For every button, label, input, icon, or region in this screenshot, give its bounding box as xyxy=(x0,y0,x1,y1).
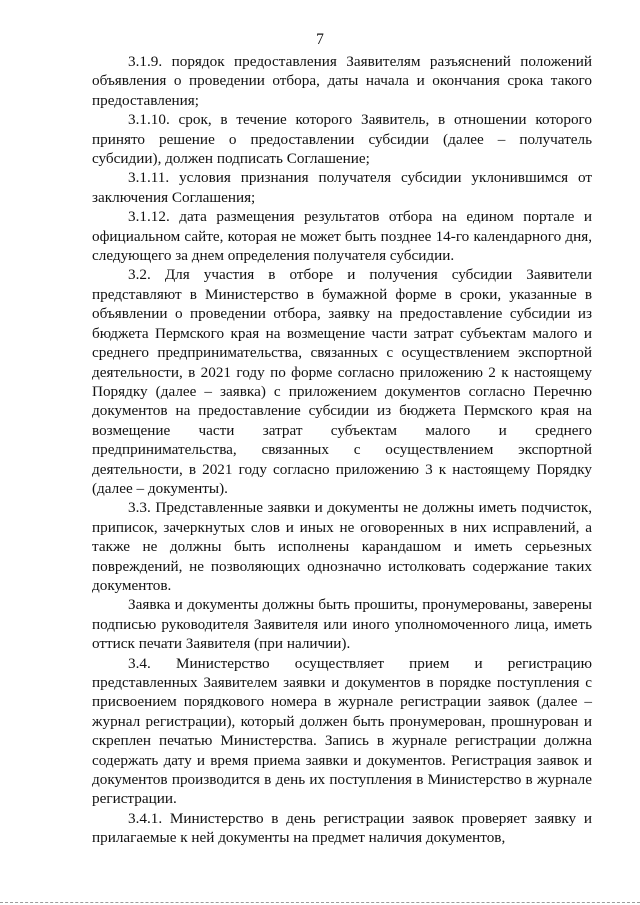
paragraph-3-1-12: 3.1.12. дата размещения результатов отбора на едином портале и официальном сайте, которая не может быть позднее 14-го календарного дня, следующего за днем определения получателя субсидии. xyxy=(92,208,592,265)
page-bottom-edge xyxy=(0,902,640,903)
paragraph-3-3: 3.3. Представленные заявки и документы не должны иметь подчисток, приписок, зачеркнутых слов и иных не оговоренных в них исправлений, а также не должны быть исполнены карандашом и иметь серьезных повреждений, не позволяющих однозначно истолковать содержание таких документов. xyxy=(92,499,592,594)
paragraph-3-1-9: 3.1.9. порядок предоставления Заявителям разъяснений положений объявления о проведении отбора, даты начала и окончания срока такого предоставления; xyxy=(92,53,592,109)
paragraph-3-1-11: 3.1.11. условия признания получателя субсидии уклонившимся от заключения Соглашения; xyxy=(92,169,592,206)
paragraph-binding-requirements: Заявка и документы должны быть прошиты, пронумерованы, заверены подписью руководителя Заявителя или иного уполномоченного лица, иметь оттиск печати Заявителя (при наличии). xyxy=(92,596,592,653)
paragraph-3-4-1: 3.4.1. Министерство в день регистрации заявок проверяет заявку и прилагаемые к ней документы на предмет наличия документов, xyxy=(92,809,592,847)
paragraph-3-2: 3.2. Для участия в отборе и получения субсидии Заявители представляют в Министерство в бумажной форме в сроки, указанные в объявлении о проведении отбора, заявку на предоставление субсидии из бюджета Пермского края на возмещение части затрат субъектам малого и среднего предпринимательства, связанных с осуществлением экспортной деятельности, в 2021 году по форме согласно приложению 2 к настоящему Порядку (далее – заявка) с приложением документов согласно Перечню документов на предоставление субсидии из бюджета Пермского края на возмещение части затрат субъектам малого и среднего предпринимательства, связанных с осуществлением экспортной деятельности, в 2021 году согласно приложению 3 к настоящему Порядку (далее – документы). xyxy=(92,266,592,497)
paragraph-3-4: 3.4. Министерство осуществляет прием и регистрацию представленных Заявителем заявки и документов в порядке поступления с присвоением порядкового номера в журнале регистрации заявок (далее – журнал регистрации), который должен быть пронумерован, прошнурован и скреплен печатью Министерства. Запись в журнале регистрации должна содержать дату и время приема заявки и документов. Регистрация заявок и документов производится в день их поступления в Министерство в журнале регистрации. xyxy=(92,654,592,808)
page-number: 7 xyxy=(316,31,324,48)
paragraph-3-1-10: 3.1.10. срок, в течение которого Заявитель, в отношении которого принято решение о предоставлении субсидии (далее – получатель субсидии), должен подписать Соглашение; xyxy=(92,111,592,168)
document-body xyxy=(92,52,592,848)
